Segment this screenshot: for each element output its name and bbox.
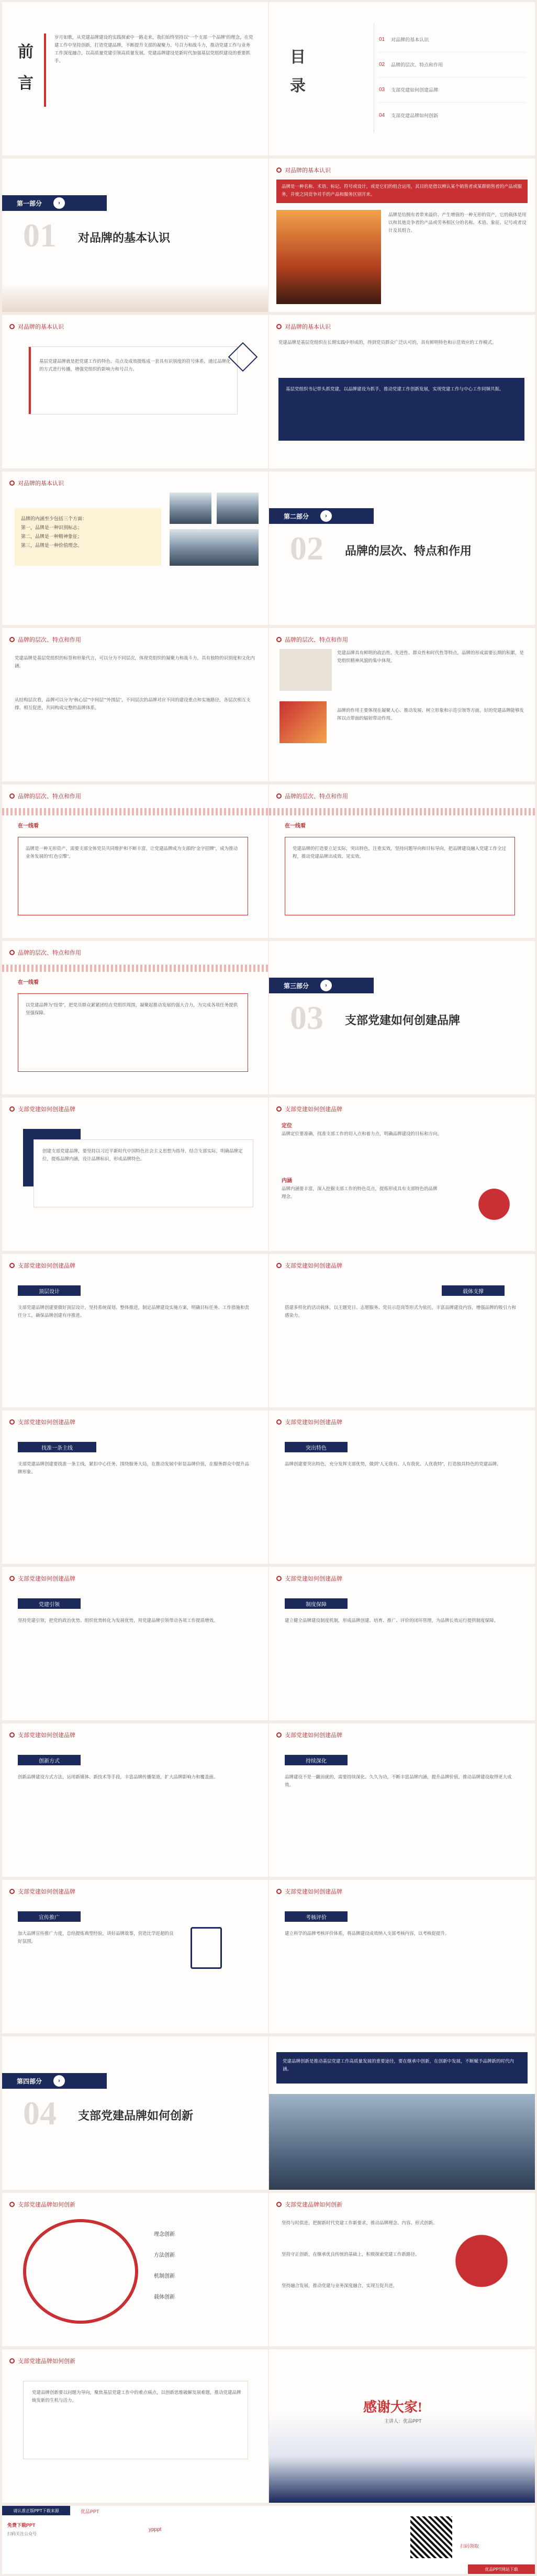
part-ribbon: 第四部分 › [2,2073,107,2089]
part-ribbon: 第三部分 › [269,978,374,993]
slide-heading: 支部党建如何创建品牌 [18,1263,75,1269]
part-number: 04 [23,2095,57,2132]
label-bar: 宣传推广 [18,1911,81,1922]
preface-title-2: 言 [18,75,33,92]
text-card: 基层党建品牌就是把党建工作的特色、亮点及成效提炼成一套具有识别度的符号体系，通过品牌化的方式进行传播，增强党组织的影响力和号召力。 [28,346,238,415]
navy-box: 党建品牌创新是推动基层党建工作高质量发展的重要途径，要在继承中创新，在创新中发展，不断赋予品牌新的时代内涵。 [276,2052,528,2084]
slide-heading: 对品牌的基本认识 [285,167,331,174]
label-bar: 突出特色 [285,1442,348,1452]
text-frame: 党建品牌的打造要立足实际，突出特色，注重实效，坚持问题导向和目标导向，把品牌建设融入党建工作全过程，推动党建品牌出成效、见实效。 [285,837,515,915]
qr-code [410,2516,452,2558]
preface-bar [44,33,46,107]
slide-thanks [269,2349,535,2503]
thanks-sub: 主讲人：优品PPT [384,2418,422,2424]
toc-item[interactable]: 02 品牌的层次、特点和作用 [379,52,525,77]
slide-create-5: 支部党建如何创建品牌 找准一条主线 支部党建品牌创建要找准一条主线，紧扣中心任务，围绕服务大局，在推动发展中彰显品牌价值，在服务群众中提升品牌形象。 [2,1410,268,1564]
slide-text: 从结构层次看，品牌可以分为“核心层”“中间层”“外围层”，不同层次的品牌对应不同的建设重点和实施路径，各层次相互支撑、相互促进，共同构成完整的品牌体系。 [15,697,251,710]
thanks-title: 感谢大家! [363,2400,422,2415]
text-frame: 以党建品牌为“纽带”，把党员群众紧紧团结在党组织周围，凝聚起推动发展的强大合力，为完成各项任务提供坚强保障。 [18,993,248,1072]
footer-brand: ypppt [149,2527,162,2533]
mountain-photo [217,492,259,524]
slide-heading: 支部党建如何创建品牌 [18,1419,75,1426]
slide-create-3: 支部党建如何创建品牌 顶层设计 支部党建品牌创建要做好顶层设计，坚持系统谋划、整体推进，制定品牌建设实施方案，明确目标任务、工作措施和责任分工，确保品牌创建有序推进。 [2,1254,268,1407]
yellow-box: 品牌的内涵至少包括三个方面： 第一，品牌是一种识别标志； 第二，品牌是一种精神象征； 第三，品牌是一种价值理念。 [15,508,161,566]
toc-title-1: 目 [290,49,306,66]
slide-part2 [269,472,535,625]
slide-text: 党建品牌是基层党组织在长期实践中形成的，得到党员群众广泛认可的，具有鲜明特色和示范效应的工作模式。 [278,340,497,345]
paint-image [279,701,327,743]
slide-innovate-2 [2,2193,268,2346]
highlight-box: 品牌是一种名称、术语、标记、符号或设计，或是它们的组合运用，其目的是借以辨认某个销售者或某群销售者的产品或服务，并使之同竞争对手的产品和服务区别开来。 [276,180,528,203]
toc-item[interactable]: 03 支部党建如何创建品牌 [379,77,525,103]
slide-heading: 支部党建如何创建品牌 [18,1106,75,1113]
label-bar: 考核评价 [285,1911,348,1922]
slide-part1 [2,159,268,312]
slide-part3 [269,941,535,1094]
slide-create-11: 支部党建如何创建品牌 宣传推广 加大品牌宣传推广力度，总结提炼典型经验，讲好品牌故事，营造比学赶超的良好氛围。 [2,1880,268,2033]
slide-basic-3 [269,315,535,468]
slide-create-6: 支部党建如何创建品牌 突出特色 品牌创建要突出特色，充分发挥支部优势，做到“人无我有、人有我优、人优我特”，打造独具特色的党建品牌。 [269,1410,535,1564]
mountain-photo [170,529,259,566]
toc-item[interactable]: 01 对品牌的基本认识 [379,27,525,52]
slide-heading: 支部党建如何创建品牌 [285,1263,342,1269]
slide-basic-1 [269,159,535,312]
slide-level-1 [2,628,268,781]
doc-image [279,649,332,691]
toc-title-2: 录 [290,77,306,95]
slide-text: 品牌的作用主要体现在凝聚人心、推动发展、树立形象和示范引领等方面，好的党建品牌能够发挥以点带面的辐射带动作用。 [337,708,524,721]
slide-heading: 品牌的层次、特点和作用 [285,793,348,800]
slide-create-7: 支部党建如何创建品牌 党建引领 坚持党建引领，把党的政治优势、组织优势转化为发展优势，用党建品牌引领带动各项工作提质增效。 [2,1567,268,1720]
part-number: 02 [290,530,323,567]
text-card: 党建品牌创新要以问题为导向，聚焦基层党建工作中的难点痛点，以创新思维破解发展难题，推动党建品牌焕发新的生机与活力。 [23,2381,248,2459]
slide-create-2: 支部党建如何创建品牌 定位 品牌定位要准确，找准支部工作的切入点和着力点，明确品牌建设的目标和方向。 内涵 品牌内涵要丰富，深入挖掘支部工作的特色亮点，提炼形成具有支部特色的品牌理念。 [269,1097,535,1251]
slide-create-8: 支部党建如何创建品牌 制度保障 建立健全品牌建设制度机制，形成品牌创建、培育、推广、评价的闭环管理，为品牌长效运行提供制度保障。 [269,1567,535,1720]
label-bar: 创新方式 [18,1755,81,1765]
cycle-labels: 理念创新 方法创新 机制创新 载体创新 [154,2232,175,2300]
part-ribbon: 第一部分 › [2,195,107,211]
label-bar: 持续深化 [285,1755,348,1765]
part-title: 支部党建品牌如何创新 [78,2109,194,2122]
slide-heading: 对品牌的基本认识 [285,324,331,330]
slide-heading: 支部党建如何创建品牌 [18,1889,75,1895]
label-bar: 制度保障 [285,1598,348,1609]
slide-heading: 支部党建如何创建品牌 [285,1419,342,1426]
cycle-diagram [23,2219,138,2324]
slide-text: 党建品牌是基层党组织的标签和形象代言，可以分为不同层次，体现党组织的凝聚力和战斗力，具有独特的识别度和文化内涵。 [15,655,255,668]
label-bar: 找准一条主线 [18,1442,96,1452]
navy-box: 基层党组织书记带头抓党建，以品牌建设为抓手，推动党建工作创新发展，实现党建工作与中心工作同频共振。 [278,378,524,441]
slide-create-10: 支部党建如何创建品牌 持续深化 品牌建设不是一蹴而就的，需要持续深化、久久为功，不断丰富品牌内涵，提升品牌价值，推动品牌建设取得更大成效。 [269,1723,535,1877]
slide-heading: 对品牌的基本认识 [18,480,64,487]
slide-level-3 [2,785,268,938]
part-number: 03 [290,999,323,1036]
slide-basic-2 [2,315,268,468]
mountain-photo [170,492,211,524]
red-graphic [452,2224,525,2298]
slide-level-4 [269,785,535,938]
slide-level-5 [2,941,268,1094]
footer-right-bar[interactable]: 优品PPT网站下载 [468,2564,535,2574]
slide-level-2 [269,628,535,781]
footer-left-bar[interactable]: 请认准正版PPT下载来源 [2,2506,70,2515]
slide-create-1 [2,1097,268,1251]
slide-create-4: 支部党建如何创建品牌 载体支撑 搭建多样化的活动载体，以主题党日、志愿服务、党员示范岗等形式为依托，丰富品牌建设内容，增强品牌的吸引力和感染力。 [269,1254,535,1407]
sunset-photo [276,210,381,304]
slide-heading: 品牌的层次、特点和作用 [285,637,348,643]
slide-basic-4 [2,472,268,625]
footer-ad: 请认准正版PPT下载来源 优品PPT 免费下载PPT 扫码关注公众号 ypppt 扫码领取 优品PPT网站下载 [2,2506,535,2574]
slide-heading: 品牌的层次、特点和作用 [18,793,81,800]
slide-toc [269,2,535,155]
slide-heading: 支部党建如何创建品牌 [18,1576,75,1582]
slide-heading: 支部党建如何创建品牌 [18,1732,75,1739]
preface-title-1: 前 [18,43,33,61]
slide-heading: 支部党建如何创建品牌 [285,1889,342,1895]
slide-heading: 对品牌的基本认识 [18,324,64,330]
slide-heading: 支部党建品牌如何创新 [18,2202,75,2208]
slide-text: 品牌是给拥有者带来溢价、产生增值的一种无形的资产，它的载体是用以和其他竞争者的产品或劳务相区分的名称、术语、象征、记号或者设计及其组合。 [388,212,527,233]
toc-list [379,27,525,128]
banner-label: 在一线看 [18,823,39,829]
slide-text: 党建品牌具有鲜明的政治性、先进性、群众性和时代性等特点，品牌的形成需要长期的积累，是党组织精神风貌的集中体现。 [337,650,524,663]
label-bar: 载体支撑 [442,1285,505,1296]
slide-innovate-3: 支部党建品牌如何创新 坚持与时俱进，把握新时代党建工作新要求，推动品牌理念、内容、形式创新。 坚持守正创新，在继承优良传统的基础上，积极探索党建工作新路径。 坚持融合发展，推动党建与业务深度融合，实现互促共进。 [269,2193,535,2346]
slide-heading: 品牌的层次、特点和作用 [18,950,81,956]
red-flag-icon [468,1176,520,1223]
toc-item[interactable]: 04 支部党建品牌如何创新 [379,112,439,118]
part-title: 支部党建如何创建品牌 [345,1014,461,1027]
slide-innovate-1 [269,2036,535,2190]
part-ribbon: 第二部分 › [269,508,374,524]
slide-heading: 支部党建如何创建品牌 [285,1576,342,1582]
part-title: 品牌的层次、特点和作用 [345,544,472,557]
banner-label: 在一线看 [285,823,306,829]
slide-create-12: 支部党建如何创建品牌 考核评价 建立科学的品牌考核评价体系，将品牌建设成效纳入支部考核内容，以考核促提升。 [269,1880,535,2033]
slide-heading: 支部党建品牌如何创新 [285,2202,342,2208]
text-frame: 品牌是一种无形资产，需要支部全体党员共同维护和不断丰富，让党建品牌成为支部的“金字招牌”，成为推动业务发展的“红色引擎”。 [18,837,248,915]
clipboard-icon [191,1927,222,1969]
label-bar: 党建引领 [18,1598,81,1609]
slide-part4 [2,2036,268,2190]
slide-heading: 支部党建如何创建品牌 [285,1732,342,1739]
label-bar: 顶层设计 [18,1285,81,1296]
part-title: 对品牌的基本认识 [78,231,171,244]
part-number: 01 [23,217,57,254]
slide-innovate-4 [2,2349,268,2503]
slide-heading: 品牌的层次、特点和作用 [18,637,81,643]
slide-heading: 支部党建品牌如何创新 [18,2358,75,2365]
text-card: 创建支部党建品牌，要坚持以习近平新时代中国特色社会主义思想为指导，结合支部实际，明确品牌定位，提炼品牌内涵，设计品牌标识，形成品牌特色。 [33,1139,253,1207]
banner-label: 在一线看 [18,980,39,985]
slide-preface [2,2,268,155]
mountain-painting [269,2094,535,2190]
slide-create-9: 支部党建如何创建品牌 创新方式 创新品牌建设方式方法，运用新媒体、新技术等手段，丰富品牌传播渠道，扩大品牌影响力和覆盖面。 [2,1723,268,1877]
preface-text: 岁月如歌，从党建品牌建设的实践探索中一路走来，我们始终坚持以“一个支部一个品牌”的理念，在党建工作中坚持创新，打造党建品牌，不断提升支部的凝聚力、号召力和战斗力，推动党建工作与业务工作深度融合，以高质量党建引领高质量发展。党建品牌建设是新时代加强基层党组织建设的重要抓手。 [54,35,253,63]
footer-mid: 优品PPT [81,2509,99,2514]
slide-heading: 支部党建如何创建品牌 [285,1106,342,1113]
